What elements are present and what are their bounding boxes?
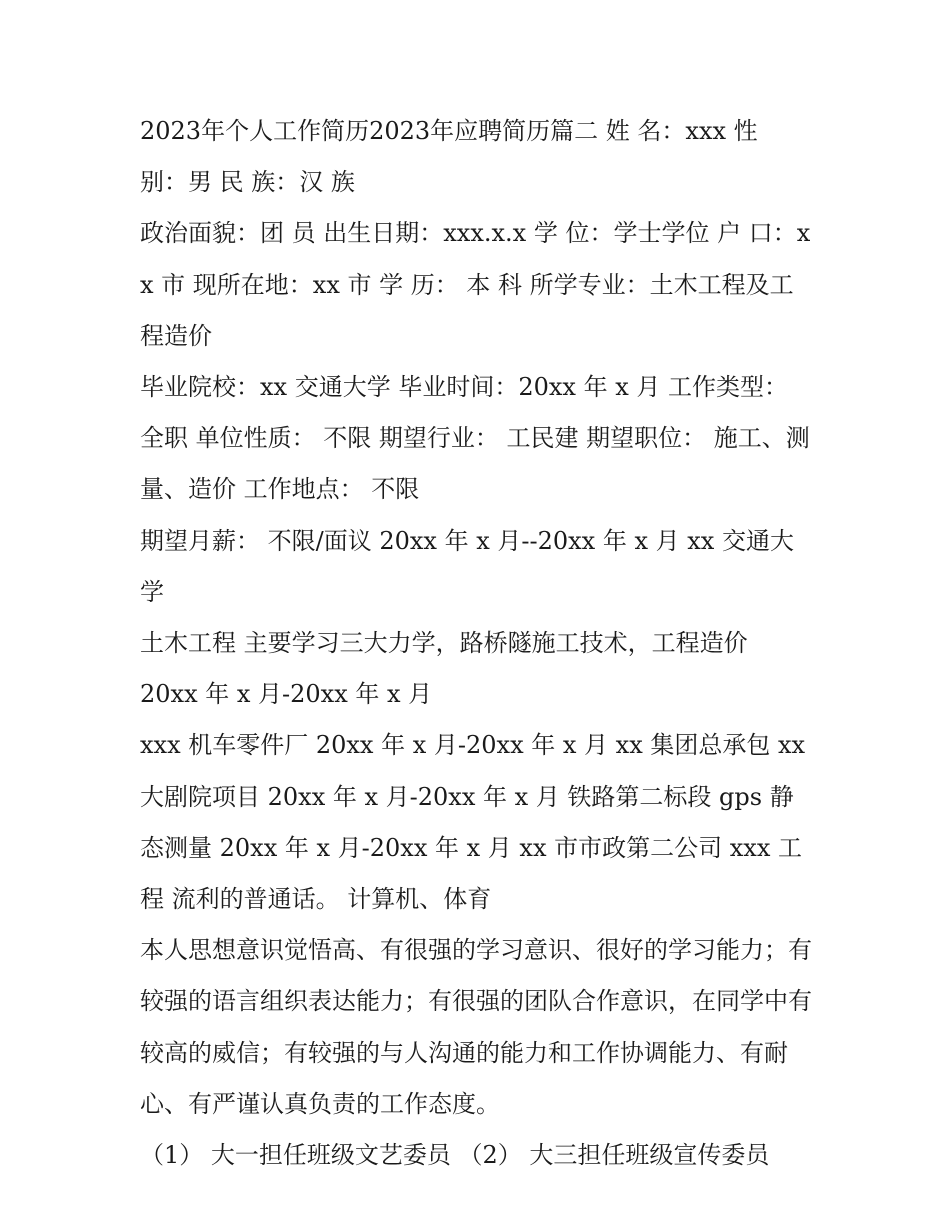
paragraph-expected-salary: 期望月薪： 不限/面议 20xx 年 x 月--20xx 年 x 月 xx 交通大学 <box>140 526 794 606</box>
paragraph-graduation: 毕业院校：xx 交通大学 毕业时间：20xx 年 x 月 工作类型： 全职 单位性质： 不限 期望行业： 工民建 期望职位： 施工、测量、造价 工作地点： 不限 <box>140 373 810 504</box>
paragraph-political-status: 政治面貌：团 员 出生日期：xxx.x.x 学 位：学士学位 户 口：xx 市 现所在地：xx 市 学 历： 本 科 所学专业：土木工程及工程造价 <box>140 219 811 350</box>
paragraph-self-evaluation: 本人思想意识觉悟高、有很强的学习意识、很好的学习能力；有较强的语言组织表达能力；有很强的团队合作意识，在同学中有较高的威信；有较强的与人沟通的能力和工作协调能力、有耐心、有严谨认真负责的工作态度。 <box>140 936 812 1118</box>
document-body <box>140 106 812 1181</box>
paragraph-date-range: 20xx 年 x 月-20xx 年 x 月 <box>140 680 433 709</box>
paragraph-positions-held: （1） 大一担任班级文艺委员 （2） 大三担任班级宣传委员 <box>140 1141 770 1170</box>
paragraph-title-personal-info: 2023年个人工作简历2023年应聘简历篇二 姓 名：xxx 性 别：男 民 族：汉 族 <box>140 117 758 197</box>
paragraph-work-experience: xxx 机车零件厂 20xx 年 x 月-20xx 年 x 月 xx 集团总承包 xx 大剧院项目 20xx 年 x 月-20xx 年 x 月 铁路第二标段 gps 静态测量 20xx 年 x 月-20xx 年 x 月 xx 市市政第二公司 xxx 工程 流利的普通话。 计算机、体育 <box>140 731 806 914</box>
paragraph-major-courses: 土木工程 主要学习三大力学，路桥隧施工技术，工程造价 <box>140 629 748 658</box>
